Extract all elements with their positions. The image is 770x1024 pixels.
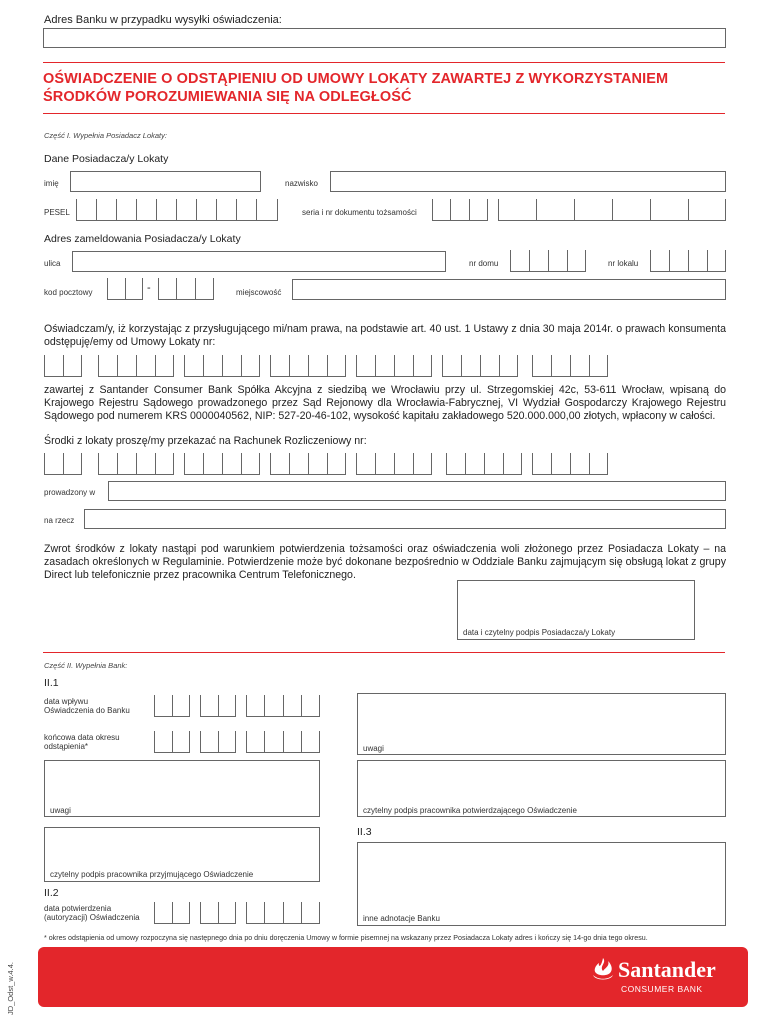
pesel-label: PESEL <box>44 208 70 217</box>
holder-signature-label: data i czytelny podpis Posiadacza/y Lokaty <box>463 628 616 637</box>
transfer-text: Środki z lokaty proszę/my przekazać na Rachunek Rozliczeniowy nr: <box>44 435 367 447</box>
bank-address-label: Adres Banku w przypadku wysyłki oświadczenia: <box>44 14 282 26</box>
section-ii2: II.2 <box>44 887 59 899</box>
form-title-line1: OŚWIADCZENIE O ODSTĄPIENIU OD UMOWY LOKATY ZAWARTEJ Z WYKORZYSTANIEM <box>43 71 669 87</box>
end-year-input[interactable] <box>246 731 320 753</box>
other-notes-label: inne adnotacje Banku <box>363 914 440 923</box>
receipt-year-input[interactable] <box>246 695 320 717</box>
part1-heading: Część I. Wypełnia Posiadacz Lokaty: <box>44 131 167 140</box>
santander-flame-icon <box>591 957 615 983</box>
account-number-group-5[interactable] <box>356 453 432 475</box>
confirm-date-label-2: (autoryzacji) Oświadczenia <box>44 913 140 922</box>
deposit-number-group-2[interactable] <box>98 355 174 377</box>
account-number-group-3[interactable] <box>184 453 260 475</box>
receive-signature-label: czytelny podpis pracownika przyjmującego Oświadczenie <box>50 870 254 879</box>
deposit-number-group-3[interactable] <box>184 355 260 377</box>
confirm-date-label-1: data potwierdzenia <box>44 904 112 913</box>
receipt-date-label-1: data wpływu <box>44 697 89 706</box>
address-heading: Adres zameldowania Posiadacza/y Lokaty <box>44 233 241 245</box>
account-number-group-1[interactable] <box>44 453 82 475</box>
remarks-left-label: uwagi <box>50 806 71 815</box>
for-input[interactable] <box>84 509 726 529</box>
receipt-day-input[interactable] <box>154 695 190 717</box>
street-input[interactable] <box>72 251 446 272</box>
form-title-line2: ŚRODKÓW POROZUMIEWANIA SIĘ NA ODLEGŁOŚĆ <box>43 89 412 105</box>
house-no-input[interactable] <box>510 250 586 272</box>
refund-note: Zwrot środków z lokaty nastąpi pod warunkiem potwierdzenia tożsamości oraz oświadczenia woli złożonego przez Posiadacza Lokaty – na zasadach określonych w Regulaminie. Potwierdzenie może być dokonane bezpośrednio w Oddziale Banku zajmującym się obsługą lokat z grupy Direct lub telefonicznie przez pracownika Centrum Telefonicznego. <box>44 543 726 581</box>
account-number-group-4[interactable] <box>270 453 346 475</box>
end-date-label-1: końcowa data okresu <box>44 733 120 742</box>
postcode-part1-input[interactable] <box>107 278 143 300</box>
section-ii3: II.3 <box>357 826 372 838</box>
bank-legal-text: zawartej z Santander Consumer Bank Spółka Akcyjna z siedzibą we Wrocławiu przy ul. Strzegomskiej 42c, 53-611 Wrocław, wpisaną do Krajowego Rejestru Sądowego prowadzonego przez Sąd Rejonowy dla Wrocławia-Fabrycznej, VI Wydział Gospodarczy Krajowego Rejestru Sądowego pod numerem KRS 0000040562, NIP: 527-20-46-102, wysokość kapitału zakładowego 520.000.000,00 złotych, wpłacony w całości. <box>44 384 726 422</box>
receipt-month-input[interactable] <box>200 695 236 717</box>
confirm-year-input[interactable] <box>246 902 320 924</box>
remarks-box-right[interactable] <box>357 693 726 755</box>
first-name-label: imię <box>44 179 59 188</box>
deposit-number-group-1[interactable] <box>44 355 82 377</box>
divider <box>43 113 725 114</box>
remarks-box-left[interactable] <box>44 760 320 817</box>
divider <box>43 652 725 653</box>
last-name-input[interactable] <box>330 171 726 192</box>
holder-data-heading: Dane Posiadacza/y Lokaty <box>44 153 169 165</box>
brand-subtitle: CONSUMER BANK <box>621 984 703 994</box>
city-label: miejscowość <box>236 288 282 297</box>
id-series-input[interactable] <box>432 199 488 221</box>
for-label: na rzecz <box>44 516 75 525</box>
receipt-date-label-2: Oświadczenia do Banku <box>44 706 130 715</box>
pesel-input[interactable] <box>76 199 278 221</box>
flat-no-label: nr lokalu <box>608 259 639 268</box>
end-month-input[interactable] <box>200 731 236 753</box>
deposit-number-group-7[interactable] <box>532 355 608 377</box>
account-number-group-6[interactable] <box>446 453 522 475</box>
deposit-number-group-5[interactable] <box>356 355 432 377</box>
id-document-label: seria i nr dokumentu tożsamości <box>302 208 417 217</box>
bank-address-input[interactable] <box>43 28 726 48</box>
remarks-right-label: uwagi <box>363 744 384 753</box>
confirm-signature-label: czytelny podpis pracownika potwierdzającego Oświadczenie <box>363 806 577 815</box>
deposit-number-group-6[interactable] <box>442 355 518 377</box>
part2-heading: Część II. Wypełnia Bank: <box>44 661 128 670</box>
held-at-input[interactable] <box>108 481 726 501</box>
last-name-label: nazwisko <box>285 179 318 188</box>
house-no-label: nr domu <box>469 259 499 268</box>
street-label: ulica <box>44 259 61 268</box>
footer-banner <box>38 947 748 1007</box>
brand-name: Santander <box>618 957 716 982</box>
city-input[interactable] <box>292 279 726 300</box>
declaration-text: Oświadczam/y, iż korzystając z przysługującego mi/nam prawa, na podstawie art. 40 ust. 1 Ustawy z dnia 30 maja 2014r. o prawach konsumenta odstępuję/emy od Umowy Lokaty nr: <box>44 323 726 348</box>
id-number-input[interactable] <box>498 199 726 221</box>
postcode-dash: - <box>147 282 151 294</box>
flat-no-input[interactable] <box>650 250 726 272</box>
divider <box>43 62 725 63</box>
held-at-label: prowadzony w <box>44 488 96 497</box>
account-number-group-7[interactable] <box>532 453 608 475</box>
confirm-day-input[interactable] <box>154 902 190 924</box>
end-date-label-2: odstąpienia* <box>44 742 89 751</box>
account-number-group-2[interactable] <box>98 453 174 475</box>
confirm-month-input[interactable] <box>200 902 236 924</box>
postcode-label: kod pocztowy <box>44 288 93 297</box>
end-day-input[interactable] <box>154 731 190 753</box>
first-name-input[interactable] <box>70 171 261 192</box>
deposit-number-group-4[interactable] <box>270 355 346 377</box>
section-ii1: II.1 <box>44 677 59 689</box>
form-code: JD_Odst_w.4.4. <box>6 962 15 1015</box>
postcode-part2-input[interactable] <box>158 278 214 300</box>
footnote: * okres odstąpienia od umowy rozpoczyna się następnego dnia po dniu doręczenia Umowy w formie pisemnej na wskazany przez Posiadacza Lokaty adres i kończy się 14-go dnia tego okresu. <box>44 934 648 942</box>
